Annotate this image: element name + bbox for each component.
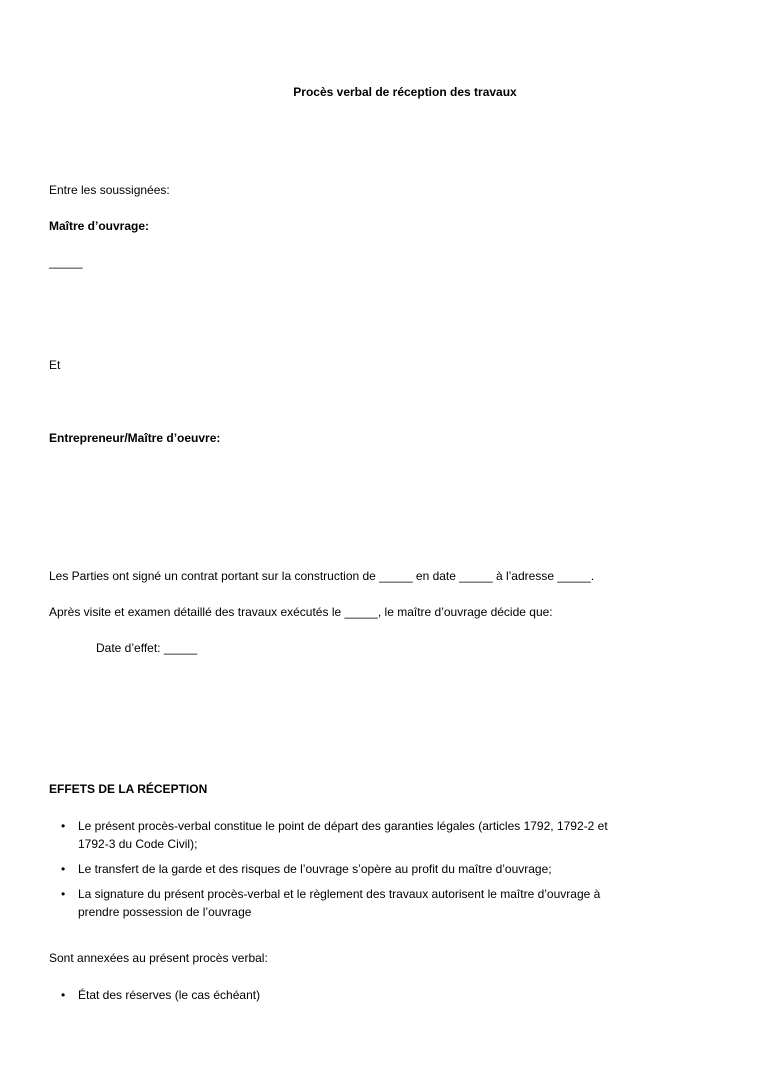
visit-sentence: Après visite et examen détaillé des travaux exécutés le _____, le maître d’ouvrage décide que: <box>49 605 553 619</box>
list-item <box>49 885 729 921</box>
owner-blank: _____ <box>49 255 83 269</box>
list-item-line: 1792-3 du Code Civil); <box>78 837 198 851</box>
list-item-line: État des réserves (le cas échéant) <box>78 988 261 1002</box>
list-item-line: La signature du présent procès-verbal et le règlement des travaux autorisent le maître d’ouvrage à <box>78 887 601 901</box>
list-item-line: Le présent procès-verbal constitue le point de départ des garanties légales (articles 1792, 1792-2 et <box>78 819 608 833</box>
list-item <box>49 986 729 1004</box>
annex-intro: Sont annexées au présent procès verbal: <box>49 951 268 965</box>
list-item <box>49 817 729 853</box>
annex-list <box>49 986 729 1004</box>
bullet-icon: • <box>61 862 66 876</box>
contractor-label: Entrepreneur/Maître d’oeuvre: <box>49 431 221 445</box>
effective-date: Date d’effet: _____ <box>96 641 198 655</box>
effects-list <box>49 817 729 928</box>
list-item-line: Le transfert de la garde et des risques de l’ouvrage s’opère au profit du maître d’ouvrage; <box>78 862 552 876</box>
owner-label: Maître d’ouvrage: <box>49 219 150 233</box>
list-item-line: prendre possession de l’ouvrage <box>78 905 252 919</box>
bullet-icon: • <box>61 887 66 901</box>
bullet-icon: • <box>61 819 66 833</box>
and-text: Et <box>49 358 61 372</box>
effects-heading: EFFETS DE LA RÉCEPTION <box>49 782 208 796</box>
intro-text: Entre les soussignées: <box>49 183 170 197</box>
document-title: Procès verbal de réception des travaux <box>293 85 517 99</box>
list-item <box>49 860 729 878</box>
bullet-icon: • <box>61 988 66 1002</box>
contract-sentence: Les Parties ont signé un contrat portant sur la construction de _____ en date _____ à l’adresse _____. <box>49 569 595 583</box>
